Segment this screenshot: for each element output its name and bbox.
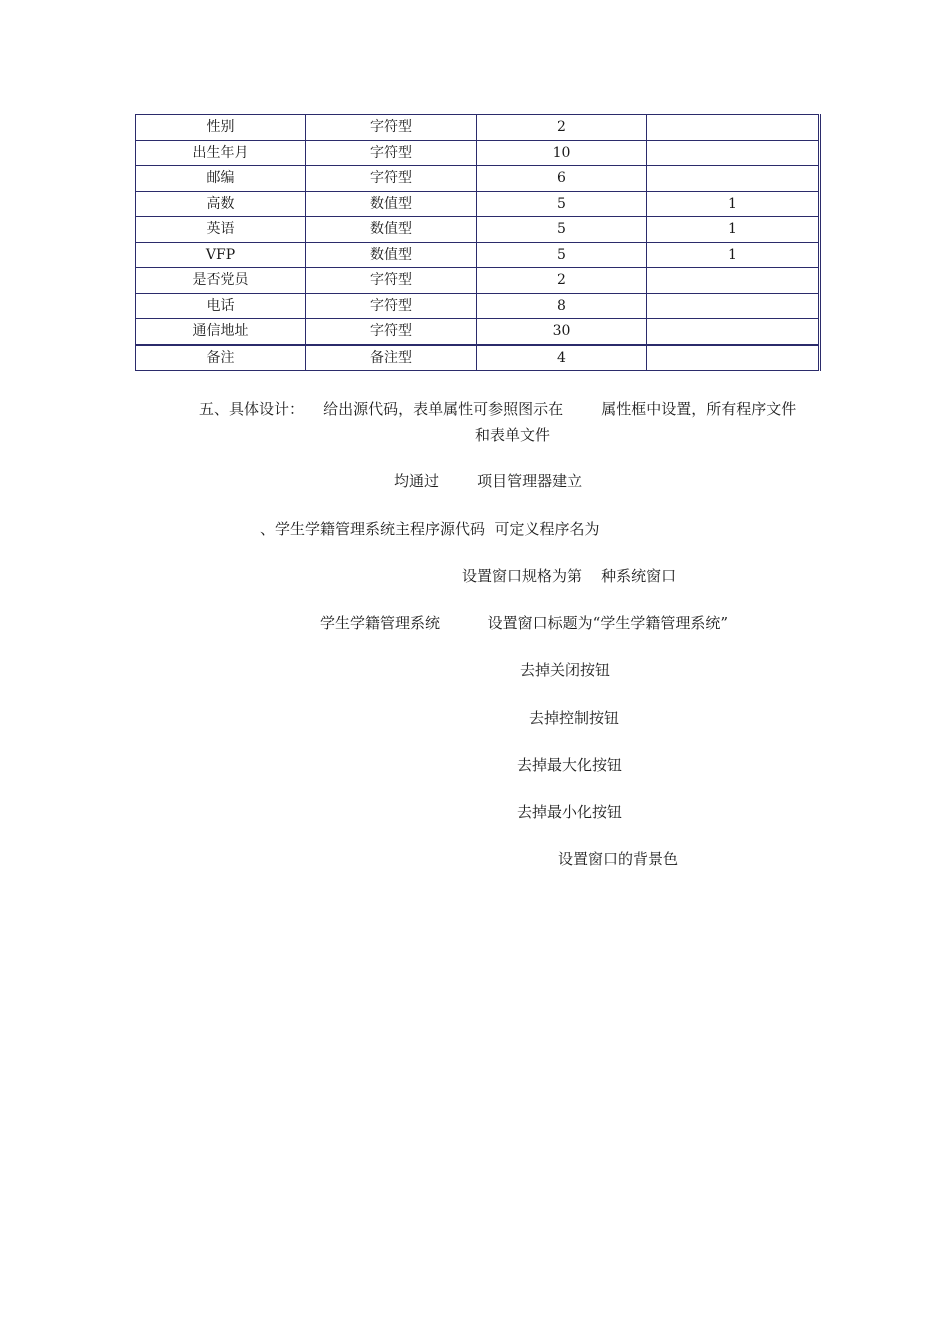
table-row [136,115,820,141]
table-cell: 出生年月 [136,140,306,166]
table-cell: 2 [477,268,647,294]
table-cell: 字符型 [306,115,477,141]
table-cell: 邮编 [136,166,306,192]
table-cell: 字符型 [306,166,477,192]
table-cell: 1 [647,191,820,217]
table-cell: 4 [477,345,647,371]
table-cell: 10 [477,140,647,166]
table-row [136,319,820,345]
table-cell [647,268,820,294]
table-cell: 5 [477,242,647,268]
table-cell: 字符型 [306,140,477,166]
table-cell: 30 [477,319,647,345]
comment-remove-minimize: 去掉最小化按钮 [517,803,623,821]
table-cell: 字符型 [306,268,477,294]
comment-remove-maximize: 去掉最大化按钮 [517,756,623,774]
comment-window-title: 学生学籍管理系统 设置窗口标题为“学生学籍管理系统” [320,614,729,632]
project-manager-note: 均通过 项目管理器建立 [394,472,583,490]
comment-background-color: 设置窗口的背景色 [558,850,679,868]
table-cell: 6 [477,166,647,192]
table-cell [647,293,820,319]
table-cell [647,319,820,345]
table-row [136,166,820,192]
table-cell: 是否党员 [136,268,306,294]
table-row [136,293,820,319]
comment-remove-control: 去掉控制按钮 [529,709,620,727]
table-cell [647,140,820,166]
table-cell [647,345,820,371]
table-cell: 字符型 [306,293,477,319]
table-row [136,345,820,371]
table-cell: 数值型 [306,242,477,268]
section5-heading-line2: 和表单文件 [475,426,551,444]
table-row [136,140,820,166]
table-row [136,217,820,243]
table-cell: 8 [477,293,647,319]
table-cell: 英语 [136,217,306,243]
table-row [136,268,820,294]
field-definition-table [135,114,821,371]
table-cell: VFP [136,242,306,268]
table-cell [647,115,820,141]
table-cell: 2 [477,115,647,141]
table-cell: 字符型 [306,319,477,345]
table-cell: 数值型 [306,217,477,243]
section5-heading-line1: 五、具体设计： 给出源代码，表单属性可参照图示在 属性框中设置，所有程序文件 [199,400,797,418]
table-cell: 5 [477,217,647,243]
table-cell: 电话 [136,293,306,319]
comment-window-spec: 设置窗口规格为第 种系统窗口 [462,567,677,585]
table-cell: 1 [647,242,820,268]
table-row [136,242,820,268]
table-cell: 性别 [136,115,306,141]
table-cell: 数值型 [306,191,477,217]
table-cell: 1 [647,217,820,243]
table-cell: 高数 [136,191,306,217]
table-cell [647,166,820,192]
comment-remove-close: 去掉关闭按钮 [520,661,611,679]
table-body [136,115,820,371]
table-cell: 5 [477,191,647,217]
table-row [136,191,820,217]
table-cell: 备注 [136,345,306,371]
table-cell: 备注型 [306,345,477,371]
main-program-heading: 、学生学籍管理系统主程序源代码 可定义程序名为 [260,520,600,538]
table-cell: 通信地址 [136,319,306,345]
